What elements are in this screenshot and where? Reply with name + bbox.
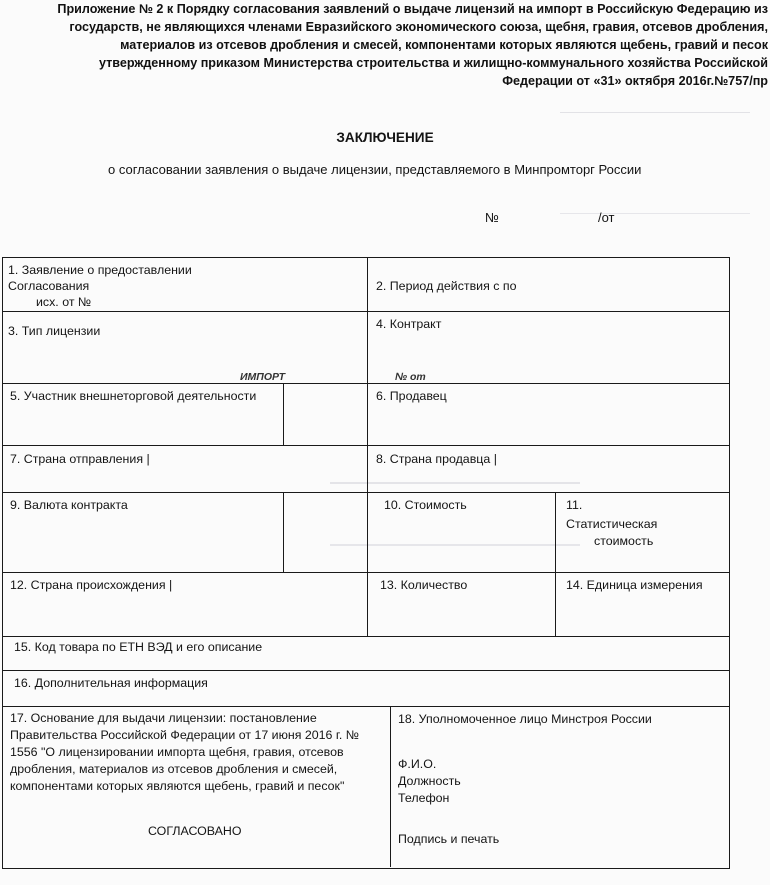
field-16-label: 16. Дополнительная информация xyxy=(14,676,208,690)
field-4-label: 4. Контракт xyxy=(376,317,442,331)
contract-stamp: № от xyxy=(395,371,426,383)
field-18-phone: Телефон xyxy=(398,791,450,805)
agreed-label: СОГЛАСОВАНО xyxy=(148,824,242,838)
field-5-label: 5. Участник внешнеторговой деятельности xyxy=(10,389,257,403)
field-10-label: 10. Стоимость xyxy=(384,498,467,512)
field-15-label: 15. Код товара по ЕТН ВЭД и его описание xyxy=(14,640,263,654)
field-13-label: 13. Количество xyxy=(380,578,468,592)
field-18-position: Должность xyxy=(398,774,461,788)
field-14-label: 14. Единица измерения xyxy=(566,578,703,592)
field-1-ref: исх. от № xyxy=(36,295,92,309)
field-1-sub: Согласования xyxy=(8,279,90,293)
field-12-label: 12. Страна происхождения | xyxy=(10,578,173,592)
number-from-label: /от xyxy=(598,210,615,225)
field-6-label: 6. Продавец xyxy=(376,389,447,403)
field-9-label: 9. Валюта контракта xyxy=(10,498,128,512)
document-subtitle: о согласовании заявления о выдаче лицензии, представляемого в Минпромторг России xyxy=(108,162,642,177)
field-11-number: 11. xyxy=(566,498,583,512)
field-1-label: 1. Заявление о предоставлении xyxy=(8,263,192,277)
document-title: ЗАКЛЮЧЕНИЕ xyxy=(336,130,434,145)
appendix-header: Приложение № 2 к Порядку согласования заявлений о выдаче лицензий на импорт в Российскую Федерацию из государств, не являющихся членами Евразийского экономического союза, щебня, гравия, отсевов дробления, материалов из отсевов дробления и смесей, компонентами которых являются щебень, гравий и песок утвержденному приказом Министерства строительства и жилищно-коммунального хозяйства Российской Федерации от «31» октября 2016г.№757/пр xyxy=(57,2,768,88)
number-label: № xyxy=(485,210,499,225)
field-18-label: 18. Уполномоченное лицо Минстроя России xyxy=(398,712,652,726)
field-17-basis: 17. Основание для выдачи лицензии: постановление Правительства Российской Федерации от 17 июня 2016 г. № 1556 "О лицензировании импорта щебня, гравия, отсевов дробления, материалов из отсевов дробления и смесей, компонентами которых являются щебень, гравий и песок" xyxy=(10,711,360,793)
field-18-signature: Подпись и печать xyxy=(398,832,500,846)
field-8-label: 8. Страна продавца | xyxy=(376,452,497,466)
field-7-label: 7. Страна отправления | xyxy=(10,452,150,466)
field-3-label: 3. Тип лицензии xyxy=(8,324,101,338)
field-18-name: Ф.И.О. xyxy=(398,757,437,771)
field-11-sub: стоимость xyxy=(594,534,654,548)
import-stamp: ИМПОРТ xyxy=(240,371,286,383)
field-11-label: Статистическая xyxy=(566,517,658,531)
field-2-label: 2. Период действия с по xyxy=(376,279,517,293)
